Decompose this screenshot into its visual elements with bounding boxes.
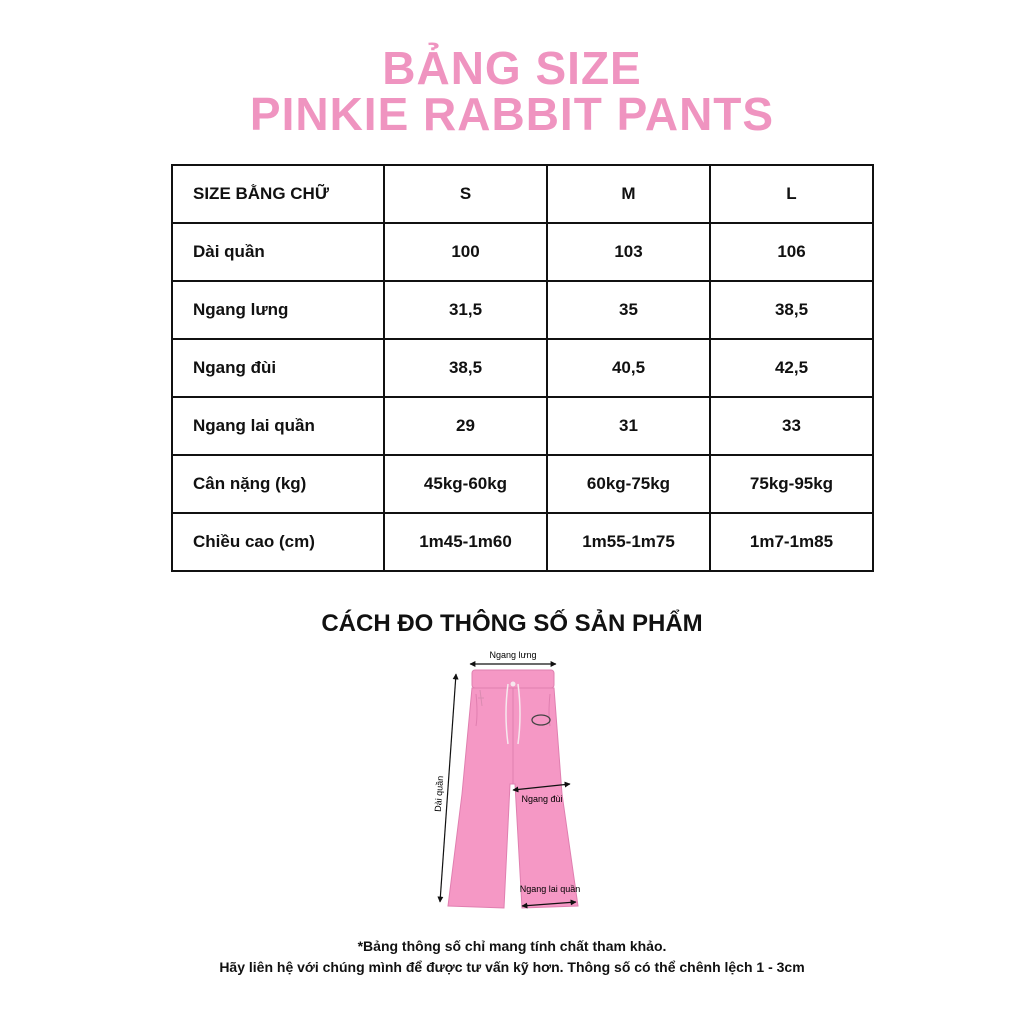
cell-l: 38,5 (710, 281, 873, 339)
table-row-height (172, 513, 873, 571)
waist-label: Ngang lưng (489, 650, 537, 660)
table-row-length (172, 223, 873, 281)
cell-m: 1m55-1m75 (547, 513, 710, 571)
row-label: Ngang lai quần (172, 397, 384, 455)
size-table (171, 164, 874, 572)
row-label: Chiều cao (cm) (172, 513, 384, 571)
table-row-thigh (172, 339, 873, 397)
length-label: Dài quần (432, 775, 446, 813)
hem-label: Ngang lai quần (519, 884, 581, 894)
disclaimer-line-2: Hãy liên hệ với chúng mình để được tư vấn kỹ hơn. Thông số có thể chênh lệch 1 - 3cm (219, 959, 805, 975)
header-size-s: S (384, 165, 547, 223)
cell-l: 1m7-1m85 (710, 513, 873, 571)
cell-s: 38,5 (384, 339, 547, 397)
title-line-1: BẢNG SIZE (382, 42, 642, 94)
cell-s: 31,5 (384, 281, 547, 339)
drawstring-knot (511, 682, 516, 687)
pants-measure-diagram (420, 644, 600, 924)
title-line-2: PINKIE RABBIT PANTS (249, 88, 775, 140)
cell-s: 100 (384, 223, 547, 281)
header-size-label: SIZE BẰNG CHỮ (172, 165, 384, 223)
pants-illustration (448, 670, 578, 908)
cell-s: 45kg-60kg (384, 455, 547, 513)
cell-m: 35 (547, 281, 710, 339)
cell-m: 31 (547, 397, 710, 455)
cell-l: 42,5 (710, 339, 873, 397)
cell-m: 60kg-75kg (547, 455, 710, 513)
row-label: Cân nặng (kg) (172, 455, 384, 513)
row-label: Ngang đùi (172, 339, 384, 397)
table-row-waist (172, 281, 873, 339)
measure-heading: CÁCH ĐO THÔNG SỐ SẢN PHẨM (321, 610, 703, 637)
table-row-hem (172, 397, 873, 455)
cell-m: 40,5 (547, 339, 710, 397)
cell-l: 33 (710, 397, 873, 455)
thigh-label: Ngang đùi (521, 794, 563, 804)
cell-l: 75kg-95kg (710, 455, 873, 513)
row-label: Ngang lưng (172, 281, 384, 339)
table-row-weight (172, 455, 873, 513)
header-size-l: L (710, 165, 873, 223)
header-size-m: M (547, 165, 710, 223)
size-table-header-row (172, 165, 873, 223)
cell-m: 103 (547, 223, 710, 281)
cell-s: 1m45-1m60 (384, 513, 547, 571)
cell-s: 29 (384, 397, 547, 455)
row-label: Dài quần (172, 223, 384, 281)
disclaimer-line-1: *Bảng thông số chỉ mang tính chất tham khảo. (357, 938, 667, 954)
cell-l: 106 (710, 223, 873, 281)
